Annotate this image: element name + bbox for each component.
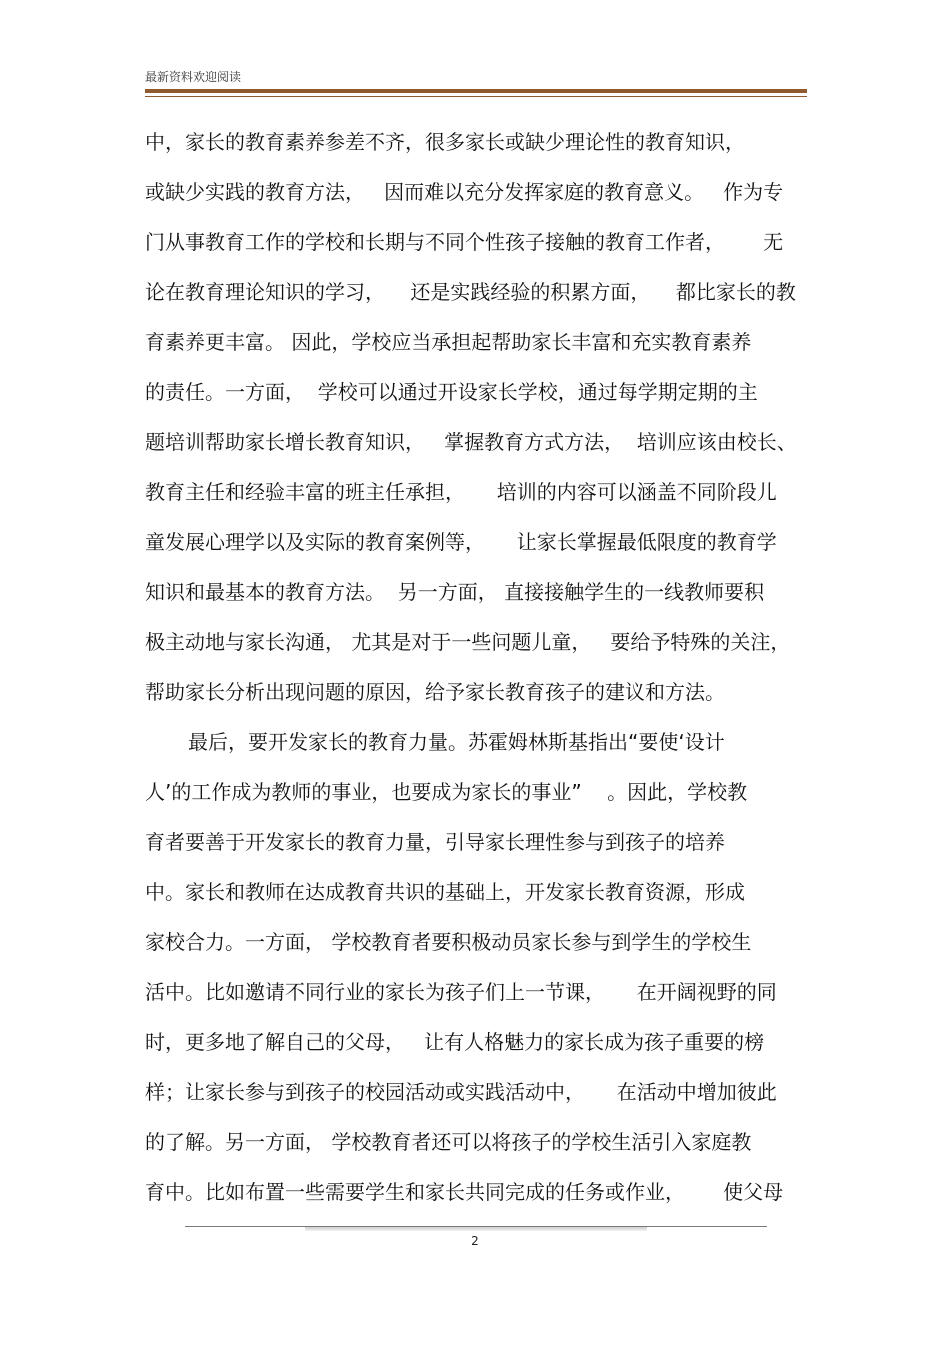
running-header: 最新资料欢迎阅读 — [145, 70, 242, 84]
body-line: 童发展心理学以及实际的教育案例等， 让家长掌握最低限度的教育学 — [145, 530, 777, 554]
body-line: 中。家长和教师在达成教育共识的基础上，开发家长教育资源，形成 — [145, 880, 745, 904]
body-line: 育素养更丰富。 因此，学校应当承担起帮助家长丰富和充实教育素养 — [145, 330, 752, 354]
footer-shadow — [305, 1227, 647, 1231]
body-line: 育者要善于开发家长的教育力量，引导家长理性参与到孩子的培养 — [145, 830, 725, 854]
paragraph-first-line: 最后，要开发家长的教育力量。苏霍姆林斯基指出“要使‘设计 — [188, 730, 725, 754]
body-line: 题培训帮助家长增长教育知识， 掌握教育方式方法， 培训应该由校长、 — [145, 430, 797, 454]
body-line: 中，家长的教育素养参差不齐，很多家长或缺少理论性的教育知识， — [145, 130, 745, 154]
body-line: 教育主任和经验丰富的班主任承担， 培训的内容可以涵盖不同阶段儿 — [145, 480, 777, 504]
body-line: 家校合力。一方面， 学校教育者要积极动员家长参与到学生的学校生 — [145, 930, 752, 954]
header-rule-thin — [145, 96, 807, 97]
page-number: 2 — [471, 1234, 479, 1248]
body-line: 帮助家长分析出现问题的原因，给予家长教育孩子的建议和方法。 — [145, 680, 725, 704]
body-line: 的责任。一方面， 学校可以通过开设家长学校，通过每学期定期的主 — [145, 380, 758, 404]
body-line: 人’的工作成为教师的事业，也要成为家长的事业” 。因此，学校教 — [145, 780, 748, 804]
header-rule — [145, 89, 807, 93]
body-line: 或缺少实践的教育方法， 因而难以充分发挥家庭的教育意义。 作为专 — [145, 180, 784, 204]
body-line: 样；让家长参与到孩子的校园活动或实践活动中， 在活动中增加彼此 — [145, 1080, 777, 1104]
body-line: 活中。比如邀请不同行业的家长为孩子们上一节课， 在开阔视野的同 — [145, 980, 777, 1004]
body-line: 门从事教育工作的学校和长期与不同个性孩子接触的教育工作者， 无 — [145, 230, 784, 254]
body-line: 育中。比如布置一些需要学生和家长共同完成的任务或作业， 使父母 — [145, 1180, 784, 1204]
body-line: 知识和最基本的教育方法。 另一方面， 直接接触学生的一线教师要积 — [145, 580, 765, 604]
body-line: 时，更多地了解自己的父母， 让有人格魅力的家长成为孩子重要的榜 — [145, 1030, 765, 1054]
body-line: 的了解。另一方面， 学校教育者还可以将孩子的学校生活引入家庭教 — [145, 1130, 752, 1154]
body-line: 极主动地与家长沟通， 尤其是对于一些问题儿童， 要给予特殊的关注， — [145, 630, 791, 654]
body-line: 论在教育理论知识的学习， 还是实践经验的积累方面， 都比家长的教 — [145, 280, 796, 304]
